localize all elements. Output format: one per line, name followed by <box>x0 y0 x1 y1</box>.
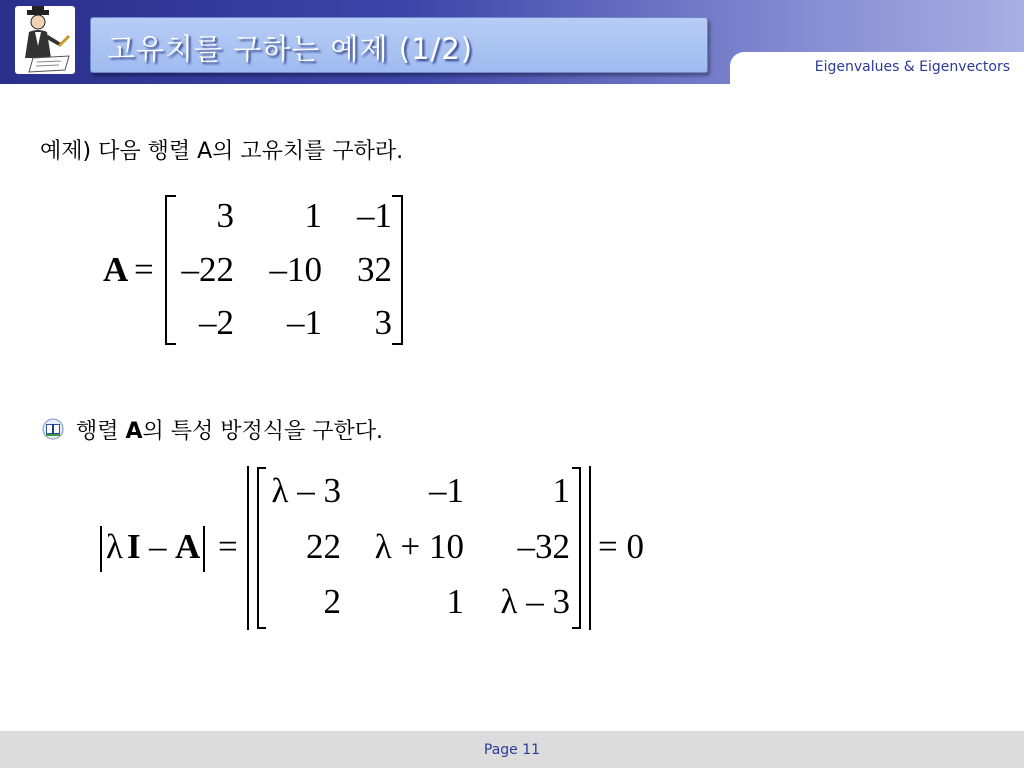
matrix-a-equals: = <box>134 250 154 289</box>
char-matrix-cell: 2 <box>323 582 341 621</box>
lambda-symbol: λ <box>106 527 123 566</box>
page-number: Page 11 <box>483 742 541 758</box>
matrix-a-cell: 32 <box>357 250 392 289</box>
char-matrix-cell: λ – 3 <box>500 582 570 621</box>
bullet-text-prefix: 행렬 <box>76 419 126 444</box>
bullet-text-suffix: 의 특성 방정식을 구한다. <box>142 419 384 444</box>
identity-matrix-label: I <box>127 527 141 566</box>
title-box <box>90 17 708 73</box>
char-eq-rhs: = 0 <box>598 527 644 566</box>
char-matrix-cell: λ – 3 <box>271 471 341 510</box>
char-matrix-cell: 22 <box>306 527 341 566</box>
matrix-a-label: A <box>175 527 201 566</box>
bullet-text <box>76 414 383 445</box>
example-intro <box>40 134 403 165</box>
matrix-a-label: A <box>103 250 129 289</box>
example-intro-prefix: 예제) 다음 행렬 <box>40 139 198 164</box>
example-intro-var: A <box>197 139 213 164</box>
matrix-a-cell: 3 <box>374 303 392 342</box>
char-matrix-cell: –32 <box>517 527 570 566</box>
matrix-a-cell: 3 <box>216 196 234 235</box>
matrix-a-cell: –10 <box>269 250 322 289</box>
person-writing-icon <box>15 6 75 74</box>
char-matrix-cell: 1 <box>552 471 570 510</box>
bullet-text-var: A <box>125 419 143 444</box>
minus-sign: – <box>149 527 167 566</box>
char-matrix-cell: λ + 10 <box>374 527 464 566</box>
section-subtitle: Eigenvalues & Eigenvectors <box>814 59 1010 75</box>
matrix-a-cell: 1 <box>304 196 322 235</box>
page-title: 고유치를 구하는 예제 (1/2) <box>107 32 474 66</box>
example-intro-suffix: 의 고유치를 구하라. <box>212 139 404 164</box>
char-matrix-cell: –1 <box>429 471 464 510</box>
matrix-a-cell: –22 <box>181 250 234 289</box>
char-matrix-cell: 1 <box>446 582 464 621</box>
matrix-a-cell: –1 <box>357 196 392 235</box>
matrix-a-cell: –1 <box>287 303 322 342</box>
char-eq-equals: = <box>218 527 238 566</box>
book-icon <box>41 418 65 440</box>
matrix-a-cell: –2 <box>199 303 234 342</box>
